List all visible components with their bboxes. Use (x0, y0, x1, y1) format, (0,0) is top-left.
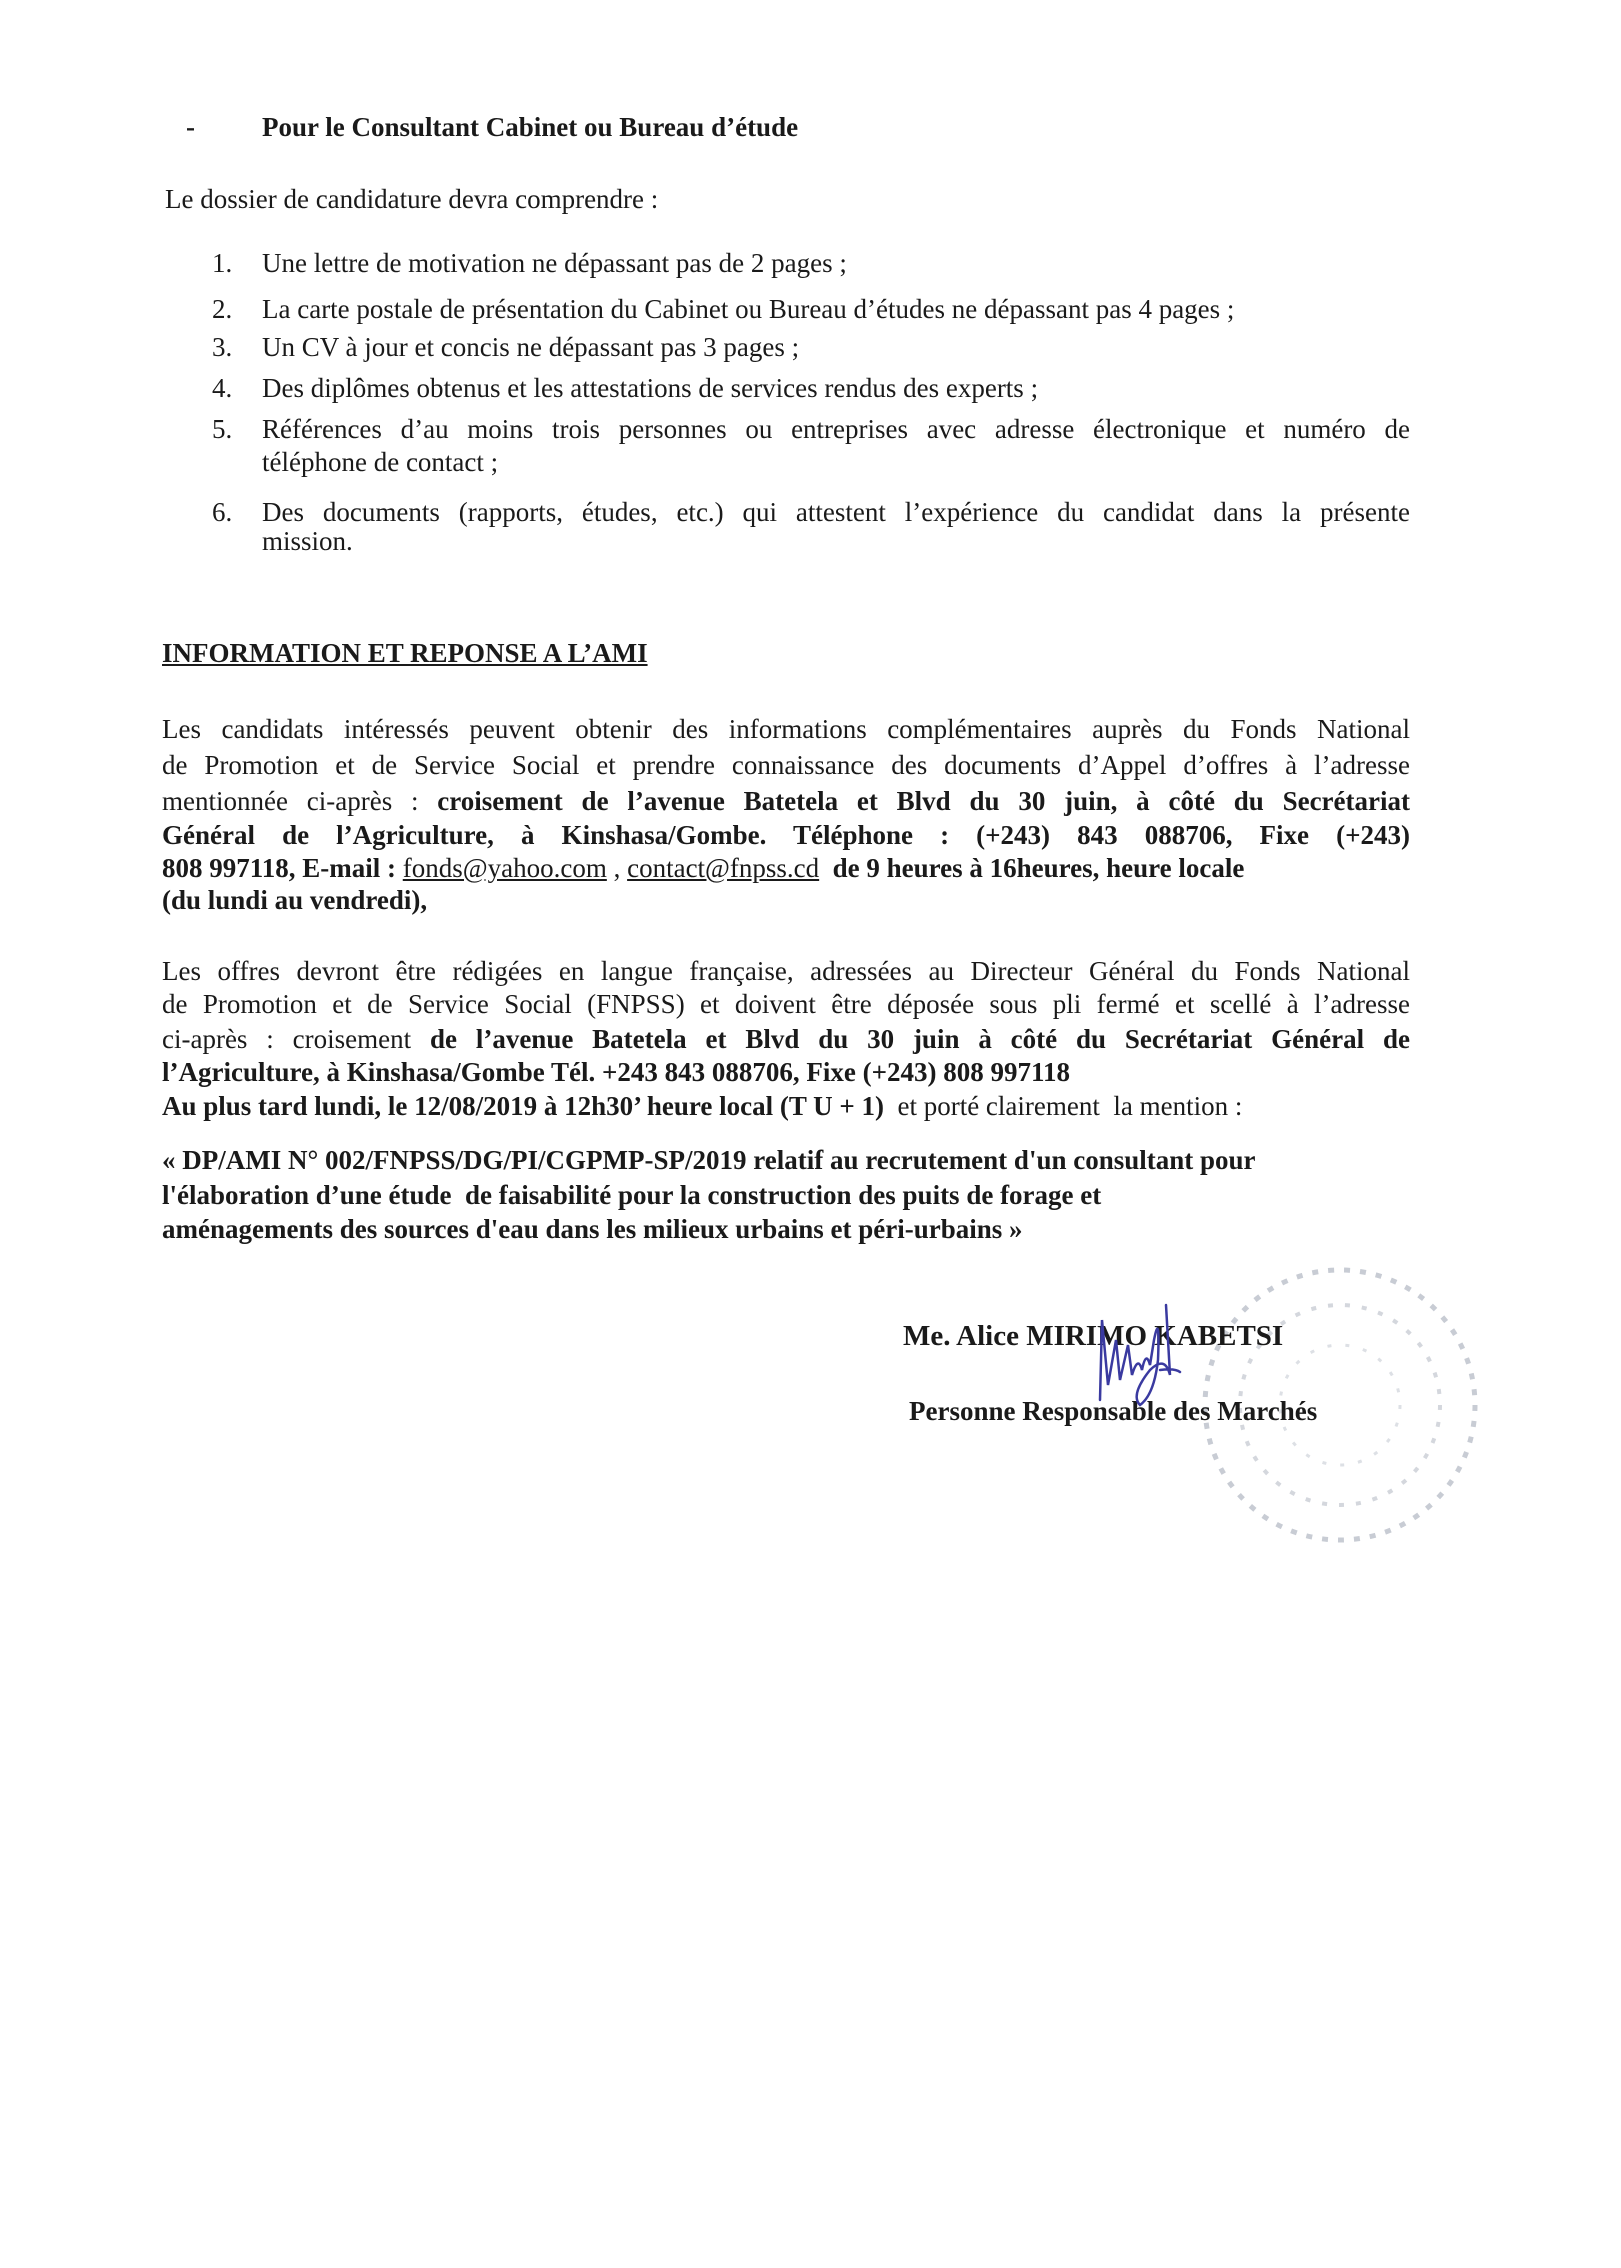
bullet-dash: - (186, 112, 195, 142)
email-link[interactable]: fonds@yahoo.com (402, 853, 607, 883)
list-item-text: Des diplômes obtenus et les attestations de services rendus des experts ; (262, 373, 1039, 403)
list-item-text: Des documents (rapports, études, etc.) qui attestent l’expérience du candidat dans la présente (262, 497, 1410, 527)
text: et porté clairement la mention : (883, 1091, 1243, 1121)
list-number: 3. (212, 332, 233, 362)
paragraph-line (162, 1090, 1410, 1122)
info-heading: INFORMATION ET REPONSE A L’AMI (162, 638, 648, 668)
list-item-text: téléphone de contact ; (262, 447, 499, 477)
bold-text: aménagements des sources d'eau dans les milieux urbains et péri-urbains » (162, 1214, 1023, 1244)
bold-text: croisement de l’avenue Batetela et Blvd du 30 juin, à côté du Secrétariat (437, 786, 1410, 816)
text: , (606, 853, 628, 883)
bold-text: (du lundi au vendredi), (162, 885, 428, 915)
list-item-text: Un CV à jour et concis ne dépassant pas 3 pages ; (262, 332, 800, 362)
text: Les candidats intéressés peuvent obtenir des informations complémentaires auprès du Fonds National (162, 714, 1410, 744)
text: ci-après : croisement (162, 1024, 430, 1054)
paragraph-line (162, 1023, 1410, 1055)
bold-text: l'élaboration d’une étude de faisabilité pour la construction des puits de forage et (162, 1180, 1102, 1210)
list-number: 2. (212, 294, 233, 324)
text: de Promotion et de Service Social et prendre connaissance des documents d’Appel d’offres à l’adresse (162, 750, 1410, 780)
list-item-text: Références d’au moins trois personnes ou entreprises avec adresse électronique et numéro de (262, 414, 1410, 444)
list-number: 6. (212, 497, 233, 527)
paragraph-line (162, 955, 1410, 987)
list-number: 4. (212, 373, 233, 403)
paragraph-line (162, 819, 1410, 851)
paragraph-line (162, 785, 1410, 817)
section-title: Pour le Consultant Cabinet ou Bureau d’étude (262, 112, 799, 142)
paragraph-line (162, 1144, 1410, 1176)
paragraph-line (162, 852, 1410, 884)
paragraph-line (162, 884, 1410, 916)
intro-text: Le dossier de candidature devra comprendre : (165, 184, 659, 214)
text: mentionnée ci-après : (162, 786, 438, 816)
text: Les offres devront être rédigées en langue française, adressées au Directeur Général du Fonds National (162, 956, 1410, 986)
bold-text: de l’avenue Batetela et Blvd du 30 juin à côté du Secrétariat Général de (429, 1024, 1410, 1054)
list-item-text: Une lettre de motivation ne dépassant pas de 2 pages ; (262, 248, 847, 278)
bold-text: de 9 heures à 16heures, heure locale (819, 853, 1245, 883)
list-number: 1. (212, 248, 233, 278)
bold-text: l’Agriculture, à Kinshasa/Gombe Tél. +243 843 088706, Fixe (+243) 808 997118 (162, 1057, 1071, 1087)
list-item-text: mission. (262, 526, 353, 556)
signatory-title: Personne Responsable des Marchés (909, 1396, 1318, 1426)
paragraph-line (162, 749, 1410, 781)
paragraph-line (162, 1056, 1410, 1088)
paragraph-line (162, 988, 1410, 1020)
list-number: 5. (212, 414, 233, 444)
paragraph-line (162, 1213, 1410, 1245)
signatory-name: Me. Alice MIRIMO KABETSI (903, 1320, 1284, 1352)
paragraph-line (162, 713, 1410, 745)
list-item-text: La carte postale de présentation du Cabinet ou Bureau d’études ne dépassant pas 4 pages ; (262, 294, 1235, 324)
bold-text: Général de l’Agriculture, à Kinshasa/Gombe. Téléphone : (+243) 843 088706, Fixe (+243) (162, 820, 1410, 850)
handwritten-signature (1080, 1300, 1200, 1415)
bold-text: 808 997118, E-mail : (162, 853, 403, 883)
paragraph-line (162, 1179, 1410, 1211)
bold-text: « DP/AMI N° 002/FNPSS/DG/PI/CGPMP-SP/2019 relatif au recrutement d'un consultant pour (162, 1145, 1256, 1175)
text: de Promotion et de Service Social (FNPSS) et doivent être déposée sous pli fermé et scellé à l’adresse (162, 989, 1410, 1019)
bold-text: Au plus tard lundi, le 12/08/2019 à 12h30’ heure local (T U + 1) (162, 1091, 884, 1121)
email-link[interactable]: contact@fnpss.cd (627, 853, 820, 883)
